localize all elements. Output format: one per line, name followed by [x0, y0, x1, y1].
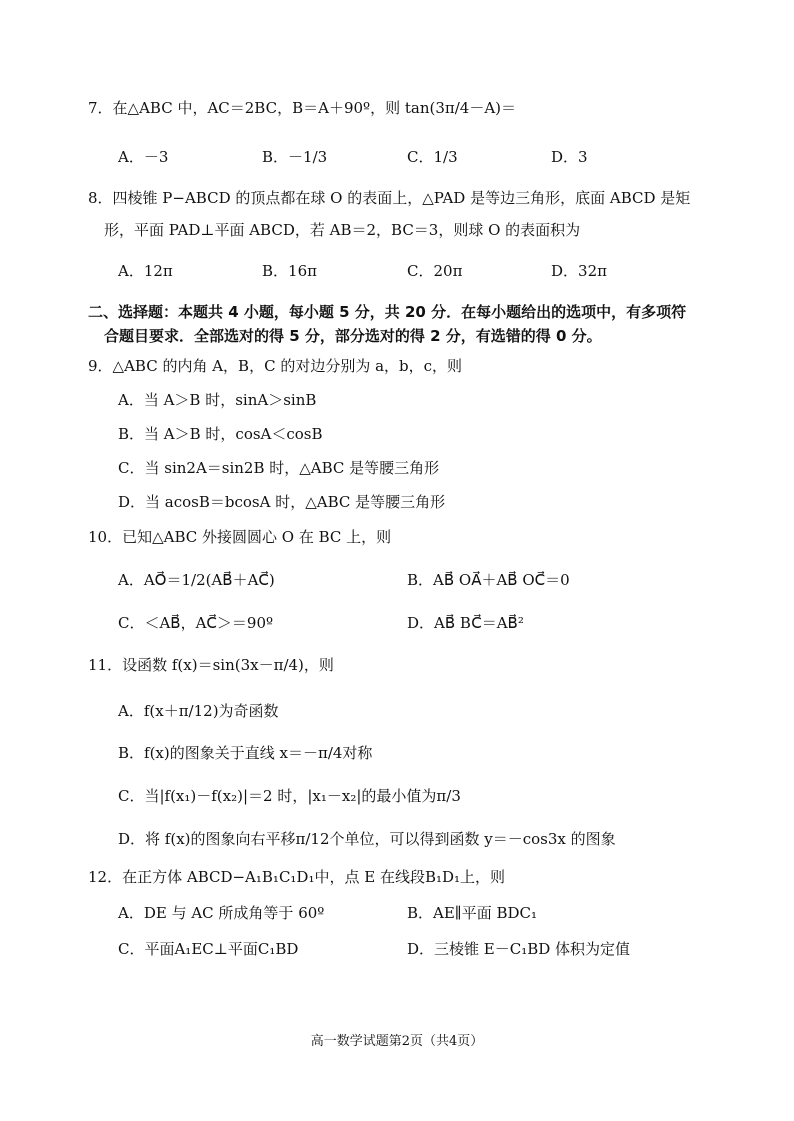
q8-stem-line2: 形，平面 PAD⊥平面 ABCD，若 AB＝2，BC＝3，则球 O 的表面积为 [104, 221, 581, 239]
q10-stem: 10．已知△ABC 外接圆圆心 O 在 BC 上，则 [88, 528, 392, 546]
q12-stem: 12．在正方体 ABCD−A₁B₁C₁D₁中，点 E 在线段B₁D₁上，则 [88, 868, 506, 886]
q9-option-c: C．当 sin2A＝sin2B 时，△ABC 是等腰三角形 [118, 459, 440, 477]
section2-heading-line2: 合题目要求．全部选对的得 5 分，部分选对的得 2 分，有选错的得 0 分。 [104, 327, 602, 345]
q7-option-b: B．－1/3 [262, 148, 328, 166]
q8-option-c: C．20π [407, 262, 463, 280]
q12-option-b: B．AE∥平面 BDC₁ [407, 904, 538, 922]
q12-option-d: D．三棱锥 E－C₁BD 体积为定值 [407, 940, 631, 958]
q8-stem-line1: 8．四棱锥 P−ABCD 的顶点都在球 O 的表面上，△PAD 是等边三角形，底面 ABCD 是矩 [88, 189, 691, 207]
q9-option-a: A．当 A＞B 时，sinA＞sinB [118, 391, 317, 409]
q12-option-c: C．平面A₁EC⊥平面C₁BD [118, 940, 299, 958]
q11-stem: 11．设函数 f(x)＝sin(3x－π/4)，则 [88, 656, 334, 674]
q10-option-d: D．AB⃗ BC⃗＝AB⃗² [407, 614, 524, 632]
q10-option-c: C．＜AB⃗，AC⃗＞＝90º [118, 614, 274, 632]
q7-option-c: C．1/3 [407, 148, 458, 166]
q8-option-a: A．12π [118, 262, 173, 280]
q11-option-c: C．当|f(x₁)－f(x₂)|＝2 时，|x₁－x₂|的最小值为π/3 [118, 787, 461, 805]
q7-option-a: A．－3 [118, 148, 169, 166]
q11-option-b: B．f(x)的图象关于直线 x＝－π/4对称 [118, 744, 373, 762]
q10-option-b: B．AB⃗ OA⃗＋AB⃗ OC⃗＝0 [407, 571, 570, 589]
q9-option-d: D．当 acosB＝bcosA 时，△ABC 是等腰三角形 [118, 493, 446, 511]
section2-heading-line1: 二、选择题：本题共 4 小题，每小题 5 分，共 20 分．在每小题给出的选项中，有多项符 [88, 303, 687, 321]
page-footer: 高一数学试题第2页（共4页） [310, 1034, 484, 1049]
q8-option-d: D．32π [551, 262, 607, 280]
q7-stem: 7．在△ABC 中，AC＝2BC，B＝A＋90º，则 tan(3π/4－A)＝ [88, 99, 517, 117]
q9-option-b: B．当 A＞B 时，cosA＜cosB [118, 425, 323, 443]
q10-option-a: A．AO⃗＝1/2(AB⃗＋AC⃗) [118, 571, 275, 589]
q9-stem: 9．△ABC 的内角 A，B，C 的对边分别为 a，b，c，则 [88, 357, 463, 375]
q11-option-d: D．将 f(x)的图象向右平移π/12个单位，可以得到函数 y＝－cos3x 的图象 [118, 830, 616, 848]
q7-option-d: D．3 [551, 148, 588, 166]
q8-option-b: B．16π [262, 262, 317, 280]
q11-option-a: A．f(x＋π/12)为奇函数 [118, 702, 279, 720]
q12-option-a: A．DE 与 AC 所成角等于 60º [118, 904, 325, 922]
